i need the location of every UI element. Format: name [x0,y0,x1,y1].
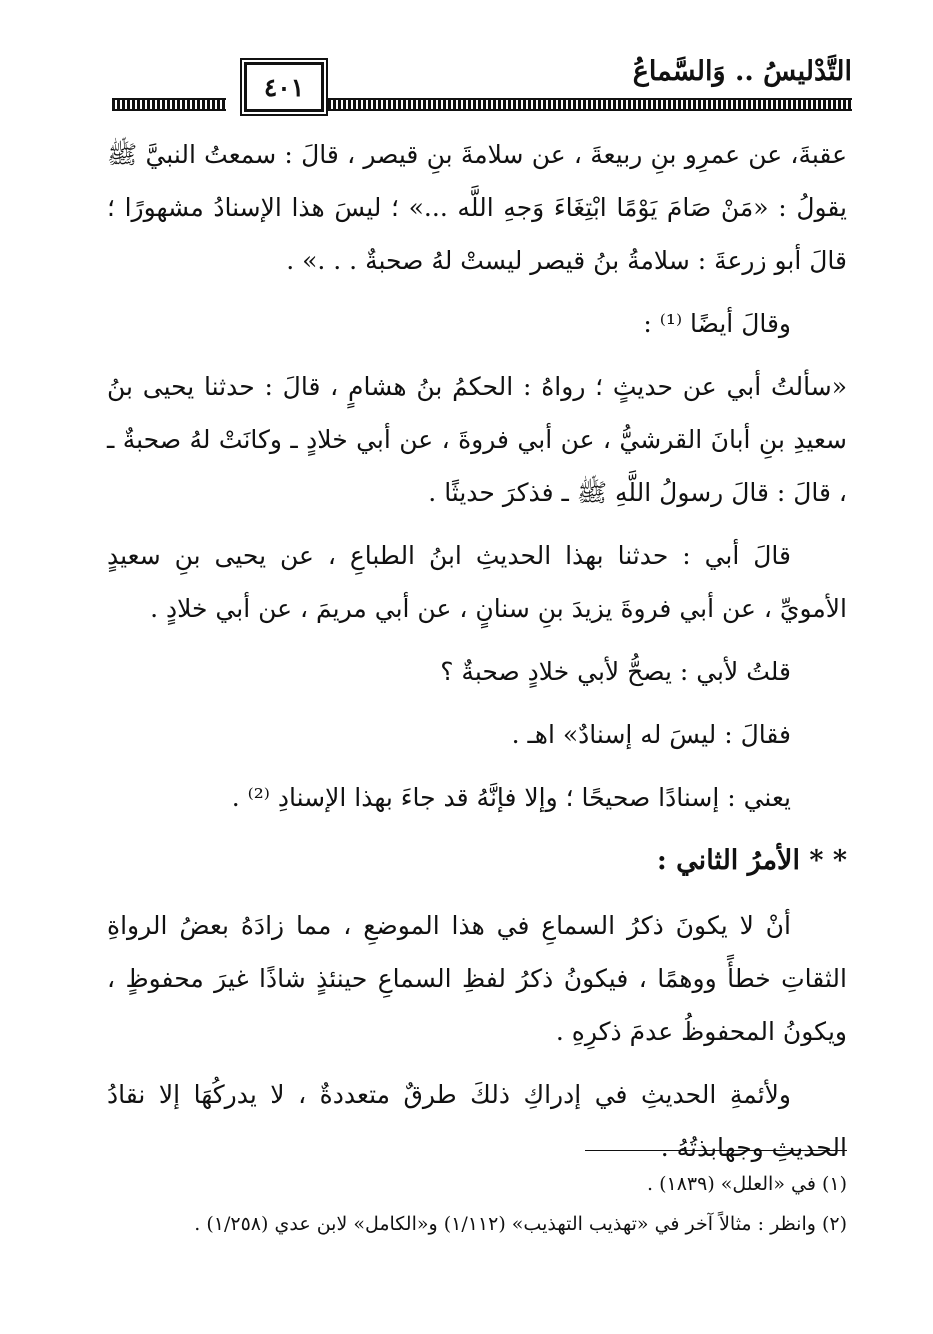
paragraph-9: ولأئمةِ الحديثِ في إدراكِ ذلكَ طرقٌ متعددةٌ ، لا يدركُهَا إلا نقادُ الحديثِ وجهابذتُهُ . [107,1080,847,1162]
paragraph-6: فقالَ : ليسَ له إسنادٌ» اهـ . [511,720,791,749]
page-header [112,52,852,122]
paragraph-2: وقالَ أيضًا ⁽¹⁾ : [643,309,791,338]
paragraph-5: قلتُ لأبي : يصحُّ لأبي خلادٍ صحبةٌ ؟ [440,657,791,686]
page-number: ٤٠١ [244,62,324,112]
main-text [107,128,847,1184]
paragraph-7: يعني : إسنادًا صحيحًا ؛ وإلا فإنَّهُ قد جاءَ بهذا الإسنادِ ⁽²⁾ . [231,783,791,812]
paragraph-8: أنْ لا يكونَ ذكرُ السماعِ في هذا الموضعِ ، مما زادَهُ بعضُ الرواةِ الثقاتِ خطأً ووهمًا ، فيكونُ ذكرُ لفظِ السماعِ حينئذٍ شاذًا غيرَ محفوظٍ ، ويكونُ المحفوظُ عدمَ ذكرِهِ . [107,911,847,1046]
footnote-2: (٢) وانظر : مثالاً آخر في «تهذيب التهذيب» (١/١١٢) و«الكامل» لابن عدي (١/٢٥٨) . [194,1213,847,1235]
header-rule-left [112,98,226,111]
running-title: التَّدْليسُ .. وَالسَّماعُ [632,56,852,87]
paragraph-3: «سألتُ أبي عن حديثٍ ؛ رواهُ : الحكمُ بنُ هشامٍ ، قالَ : حدثنا يحيى بنُ سعيدِ بنِ أبانَ القرشيُّ ، عن أبي فروةَ ، عن أبي خلادٍ ـ وكانَتْ لهُ صحبةٌ ـ ، قالَ : قالَ رسولُ اللَّهِ ﷺ ـ فذكرَ حديثًا . [107,372,847,507]
footnotes [107,1164,847,1244]
header-rule-right [328,98,852,111]
paragraph-4: قالَ أبي : حدثنا بهذا الحديثِ ابنُ الطباعِ ، عن يحيى بنِ سعيدٍ الأمويِّ ، عن أبي فروةَ يزيدَ بنِ سنانٍ ، عن أبي مريمَ ، عن أبي خلادٍ . [107,541,847,623]
footnote-1: (١) في «العلل» (١٨٣٩) . [647,1173,847,1195]
paragraph-1: عقبةَ، عن عمرِو بنِ ربيعةَ ، عن سلامةَ بنِ قيصر ، قالَ : سمعتُ النبيَّ ﷺ يقولُ : «مَنْ صَامَ يَوْمًا ابْتِغَاءَ وَجهِ اللَّه ...» ؛ ليسَ هذا الإسنادُ مشهورًا ؛ قالَ أبو زرعةَ : سلامةُ بنُ قيصر ليستْ لهُ صحبةٌ . . .» . [107,140,847,275]
section-heading: * * الأمرُ الثاني : [656,845,847,876]
footnote-separator [585,1150,847,1151]
